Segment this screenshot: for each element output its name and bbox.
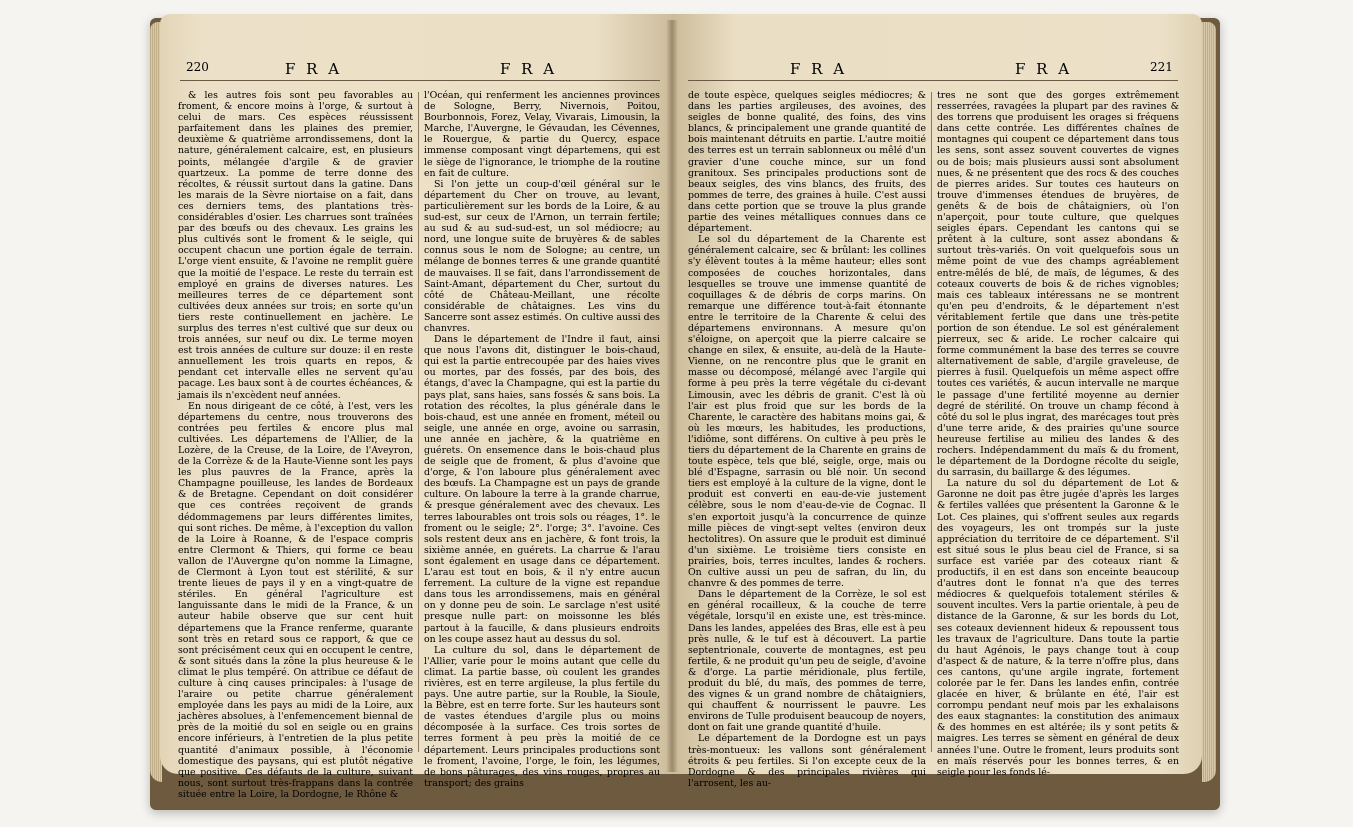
left-column-2 [424,90,660,789]
paragraph: Le sol du département de la Charente est généralement calcaire, sec & brûlant: les collines s'y élèvent toutes à la même hauteur; elles sont composées de couches horizontales, dans lesquelles se trouve une immense quantité de coquillages & de débris de corps marins. On remarque une différence tout-à-fait étonnante entre le territoire de la Charente & celui des départemens environnans. A mesure qu'on s'éloigne, on aperçoit que la pierre calcaire se change en silex, & ensuite, au-delà de la Haute-Vienne, on ne rencontre plus que le granit en masse ou décomposé, mélangé avec l'argile qui forme à peu près la terre végétale du ci-devant Limousin, avec les débris de granit. C'est là où l'air est plus froid que sur les bords de la Charente, le caractère des habitans moins gai, & où les mœurs, les habitudes, les productions, l'idiôme, sont différens. On cultive à peu près le tiers du département de la Charente en grains de toute espèce, tels que blé, seigle, orge, mais ou blé d'Espagne, sarrasin ou blé noir. Un second tiers est employé à la culture de la vigne, dont le produit est converti en eau-de-vie justement célèbre, sous le nom d'eau-de-vie de Cognac. Il s'en exportoit jusqu'à la concurrence de quinze mille pièces de vingt-sept veltes (environ deux hectolitres). On assure que le produit est diminué d'un sixième. Le troisième tiers consiste en prairies, bois, terres incultes, landes & rochers. On cultive aussi un peu de safran, du lin, du chanvre & des pommes de terre. [688,234,926,590]
paragraph: tres ne sont que des gorges extrêmement resserrées, ravagées la plupart par des ravines & des torrens que produisent les orages si fréquens dans cette contrée. Les différentes chaînes de montagnes qui coupent ce département dans tous les sens, sont assez souvent couvertes de vignes ou de bois; mais plusieurs aussi sont absolument nues, & ne présentent que des rocs & des couches de pierres arides. Sur toutes ces hauteurs on trouve d'immenses étendues de bruyères, de genêts & de bois de châtaigniers, où l'on n'aperçoit, pour toute culture, que quelques seigles épars. Cependant les cantons qui se prêtent à la culture, sont assez abondans & surtout très-variés. On voit quelquefois sous un même point de vue des champs agréablement entre-mêlés de blé, de maïs, de légumes, & des coteaux couverts de bois & de riches vignobles; mais ces tableaux intéressans ne se montrent qu'en peu d'endroits, & le département n'est véritablement fertile que dans une très-petite portion de son étendue. Le sol est généralement pierreux, sec & aride. Le rocher calcaire qui forme communément la base des terres se couvre alternativement de sable, d'argile graveleuse, de pierres à fusil. Quelquefois un même aspect offre toutes ces variétés, & aucun intervalle ne marque le passage d'une fertilité moyenne au dernier degré de stérilité. On trouve un champ fécond à côté du sol le plus ingrat, des marécages tout près d'une terre aride, & des prairies qu'une source heureuse fertilise au milieu des landes & des rochers. Indépendamment du maïs & du froment, le département de la Dordogne récolte du seigle, du sarrasin, du baillarge & des légumes. [937,90,1179,479]
paragraph: Le département de la Dordogne est un pays très-montueux: les vallons sont généralement étroits & peu fertiles. Si l'on excepte ceux de la Dordogne & des principales rivières qui l'arrosent, les au- [688,733,926,789]
paragraph: de toute espèce, quelques seigles médiocres; & dans les parties argileuses, des avoines, des seigles de bonne qualité, des foins, des vins blancs, & principalement une grande quantité de bois maintenant détruits en partie. L'autre moitié des terres est un terrain sablonneux ou mêlé d'un gravier d'une couche mince, sur un fond granitoux. Ses principales productions sont de beaux seigles, des vins blancs, des fruits, des pommes de terre, des graines à huile. C'est aussi dans cette portion que se trouve la plus grande partie des veines métalliques connues dans ce département. [688,90,926,235]
right-page-number: 221 [1150,60,1173,74]
left-column-1 [178,90,413,800]
paragraph: Dans le département de l'Indre il faut, ainsi que nous l'avons dit, distinguer le bois-chaud, qui est la partie entrecoupée par des haies vives ou mortes, par des fossés, par des bois, des étangs, d'avec la Champagne, qui est la partie du pays plat, sans haies, sans fossés & sans bois. La rotation des récoltes, la plus générale dans le bois-chaud, est une année en froment, méteil ou seigle, une année en orge, avoine ou sarrasin, une année en jachère, & la quatrième en guérets. On ensemence dans le bois-chaud plus de seigle que de froment, & plus d'avoine que d'orge, & l'on laboure plus généralement avec des bœufs. La Champagne est un pays de grande culture. On laboure la terre à la grande charrue, & presque généralement avec des chevaux. Les terres labourables ont trois sols ou réages, 1°. le froment ou le seigle; 2°. l'orge; 3°. l'avoine. Ces sols restent deux ans en jachère, & font trois, la sixième année, en guérets. La charrue & l'arau sont également en usage dans ce département. L'arau est tout en bois, & il n'y entre aucun ferrement. La culture de la vigne est repandue dans tous les arrondissemens, mais en général on y donne peu de soin. Le sarclage n'est usité presque nulle part: on moissonne les blés partout à la faucille, & dans plusieurs endroits on les coupe assez haut au dessus du sol. [424,334,660,645]
paragraph: l'Océan, qui renferment les anciennes provinces de Sologne, Berry, Nivernois, Poitou, Bourbonnois, Forez, Velay, Vivarais, Limousin, la Marche, l'Auvergne, le Gévaudan, les Cévennes, le Rouergue, & partie du Quercy, espace immense composant vingt départemens, qui est le siège de l'ignorance, le triomphe de la routine en fait de culture. [424,90,660,179]
paragraph: Si l'on jette un coup-d'œil général sur le département du Cher on trouve, au levant, particulièrement sur les bords de la Loire, & au sud-est, sur ceux de l'Arnon, un terrain fertile; au sud & au sud-sud-est, un sol médiocre; au nord, une longue suite de bruyères & de sables connus sous le nom de Sologne; au centre, un mélange de bonnes terres & une grande quantité de mauvaises. Il se fait, dans l'arrondissement de Saint-Amant, département du Cher, surtout du côté de Château-Meillant, une récolte considérable de châtaignes. Les vins du Sancerre sont assez estimés. On cultive aussi des chanvres. [424,178,660,334]
page-edges-right [1202,22,1216,782]
right-column-divider [931,92,932,752]
right-headword-1: F R A [790,60,848,78]
paragraph: & les autres fois sont peu favorables au froment, & encore moins à l'orge, & surtout à celui de mars. Ces espèces réussissent parfaitement dans les plaines des premier, deuxième & quatrième arrondissemens, dont la nature, généralement calcaire, est, en plusieurs points, mélangée d'argile & de gravier quartzeux. La pomme de terre donne des récoltes, & réussit surtout dans la gatine. Dans les marais de la Sèvre niortaise on a fait, dans ces derniers tems, des plantations très-considérables d'osier. Les charrues sont traînées par des bœufs ou des chevaux. Les grains les plus cultivés sont le froment & le seigle, qui occupent chacun une portion égale de terrain. L'orge vient ensuite, & l'avoine ne remplit guère que la moitié de l'espace. Le reste du terrain est employé en grains de diverses natures. Les meilleures terres de ce département sont cultivées deux années sur trois; en sorte qu'un tiers reste continuellement en jachère. Le surplus des terres n'est cultivé que sur deux ou trois années, sur neuf ou dix. Le terme moyen est trois années de culture sur douze: il en reste annuellement les trois quarts en repos, & pendant cet intervalle elles ne servent qu'au pacage. Les baux sont à de courtes échéances, & jamais ils n'excèdent neuf années. [178,90,413,401]
right-header-rule [688,80,1178,81]
paragraph: Dans le département de la Corrèze, le sol est en général rocailleux, & la couche de terre végétale, lorsqu'il en existe une, est très-mince. Dans les landes, appelées des Bras, elle est à peu près nulle, & le tuf est à découvert. La partie septentrionale, couverte de montagnes, est peu fertile, & ne produit qu'un peu de seigle, d'avoine & d'orge. La partie méridionale, plus fertile, produit du blé, du maïs, des pommes de terre, des vignes & un grand nombre de châtaigniers, qui chauffent & nourrissent le pauvre. Les environs de Tulle produisent beaucoup de noyers, dont on fait une grande quantité d'huile. [688,589,926,734]
right-column-1 [688,90,926,789]
paragraph: En nous dirigeant de ce côté, à l'est, vers les départemens du centre, nous trouverons des contrées peu fertiles & encore plus mal cultivées. Les départemens de l'Allier, de la Lozère, de la Creuse, de la Loire, de l'Aveyron, de la Corrèze & de la Haute-Vienne sont les pays les plus pauvres de la France, après la Champagne pouilleuse, les landes de Bordeaux & de Bretagne. Cependant on doit considérer que ces contrées reçoivent de grands dédommagemens par leurs différentes limites, qui sont riches. De même, à l'exception du vallon de la Loire à Roanne, & de l'espace compris entre Clermont & Thiers, qui forme ce beau vallon de l'Auvergne qu'on nomme la Limagne, de Clermont à Lyon tout est stérilité, & sur trente lieues de pays il y en a vingt-quatre de stériles. En général l'agriculture est languissante dans le midi de la France, & un auteur habile observe que sur cent huit départemens que la France renferme, quarante sont très en retard sous ce rapport, & que ce sont précisément ceux qui en occupent le centre, & sont situés dans la zône la plus heureuse & le climat le plus tempéré. On attribue ce défaut de culture à cinq causes principales: à l'usage de l'araire ou petite charrue généralement employée dans les pays au midi de la Loire, aux jachères absolues, à l'enfemencement biennal de près de la moitié du sol en seigle ou en grains encore inférieurs, à l'entretien de la plus petite quantité d'animaux possible, à l'économie domestique des paysans, qui est plutôt négative que positive. Ces défauts de la culture, suivant nous, sont surtout très-frappans dans la contrée située entre la Loire, la Dordogne, le Rhône & [178,400,413,800]
left-column-divider [418,92,419,752]
paragraph: La nature du sol du département de Lot & Garonne ne doit pas être jugée d'après les larges & fertiles vallées que présentent la Garonne & le Lot. Ces plaines, qui s'offrent seules aux regards des voyageurs, les ont trompés sur la juste appréciation du territoire de ce département. S'il est situé sous le plus beau ciel de France, si sa surface est variée par des coteaux riant & productifs, il en est dans son enceinte beaucoup d'autres dont le fonnat n'a que des terres médiocres & quelquefois totalement stériles & souvent incultes. Vers la partie orientale, à peu de distance de la Garonne, & sur les bords du Lot, ses coteaux deviennent hideux & repoussent tous les travaux de l'agriculture. Dans toute la partie du haut Agénois, le pays change tout à coup d'aspect & de nature, & la terre n'offre plus, dans ces cantons, qu'une argile ingrate, fortement colorée par le fer. Dans les landes enfin, contrée glacée en hiver, & brûlante en été, l'air est corrompu pendant neuf mois par les exhalaisons des eaux stagnantes: la constitution des animaux & des hommes en est altérée; ils y sont petits & maigres. Les terres se sèment en général de deux années l'une. Outre le froment, leurs produits sont en maïs réservés pour les bonnes terres, & en seigle pour les fonds lé- [937,478,1179,778]
left-header-rule [180,80,660,81]
right-column-2 [937,90,1179,778]
gutter [666,20,678,772]
left-page-number: 220 [186,60,209,74]
left-headword-1: F R A [285,60,343,78]
right-headword-2: F R A [1015,60,1073,78]
paragraph: La culture du sol, dans le département de l'Allier, varie pour le moins autant que celle du climat. La partie basse, où coulent les grandes rivières, est en terre argileuse, la plus fertile du pays. Une autre partie, sur la Rouble, la Sioule, la Bèbre, est en terre forte. Sur les hauteurs sont de vastes étendues d'argile plus ou moins décomposée à la surface. Ces trois sortes de terres forment à peu près la moitié de ce département. Leurs principales productions sont le froment, l'avoine, l'orge, le foin, les légumes, de bons pâturages, des vins rouges, propres au transport; des grains [424,644,660,789]
left-headword-2: F R A [500,60,558,78]
